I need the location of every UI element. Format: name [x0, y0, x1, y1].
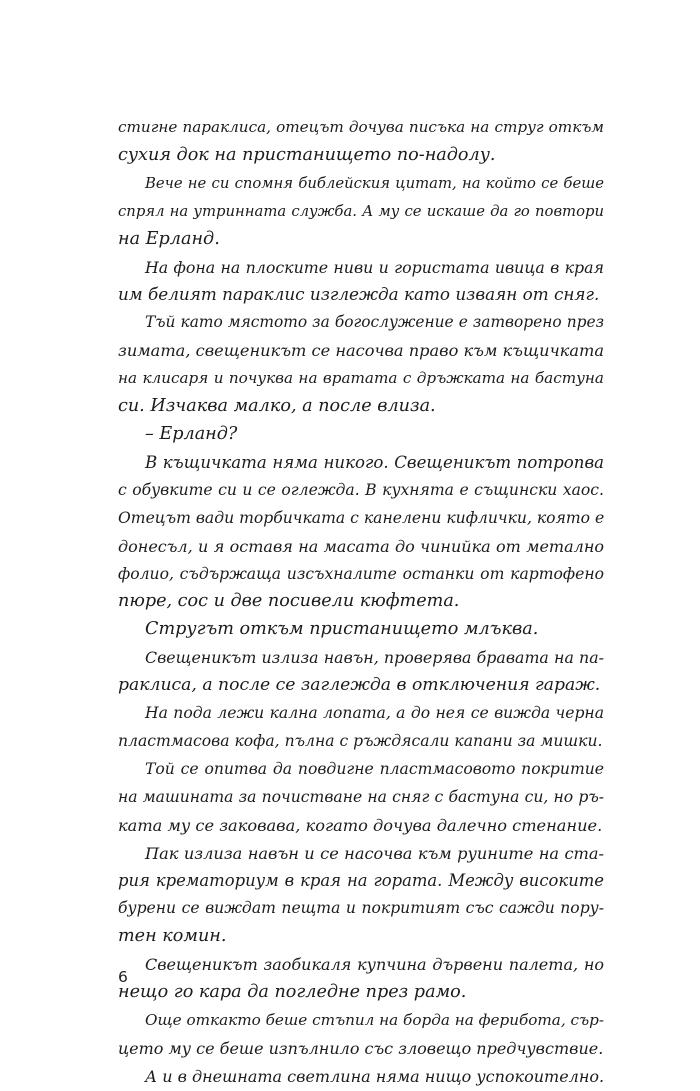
- text-line: донесъл, и я оставя на масата до чинийка от метално: [118, 536, 604, 556]
- text-line: тен комин.: [118, 926, 227, 947]
- text-line: на машината за почистване на сняг с бастуна си, но ръ-: [118, 787, 604, 806]
- text-line: пюре, сос и две посивели кюфтета.: [118, 591, 460, 612]
- text-line: стигне параклиса, отецът дочува писъка на струг откъм: [118, 118, 604, 136]
- text-line: зимата, свещеникът се насочва право към къщичката: [118, 341, 604, 361]
- text-line: Вече не си спомня библейския цитат, на който се беше: [145, 174, 604, 192]
- text-line: си. Изчаква малко, а после влиза.: [118, 396, 436, 417]
- text-line: на клисаря и почуква на вратата с дръжката на бастуна: [118, 369, 604, 388]
- text-line: рия крематориум в края на гората. Между високите: [118, 871, 604, 891]
- text-line: Пак излиза навън и се насочва към руините на ста-: [145, 843, 604, 863]
- text-line: с обувките си и се оглежда. В кухнята е същински хаос.: [118, 480, 604, 499]
- body-text: [118, 114, 604, 1091]
- text-line: раклиса, а после се заглежда в отключения гараж.: [118, 675, 601, 696]
- text-line: им белият параклис изглежда като изваян от сняг.: [118, 284, 600, 305]
- text-line: фолио, съдържаща изсъхналите останки от картофено: [118, 564, 604, 583]
- text-line: пластмасова кофа, пълна с ръждясали капани за мишки.: [118, 731, 603, 750]
- text-line: ката му се заковава, когато дочува далечно стенание.: [118, 815, 603, 835]
- text-line: Отецът вади торбичката с канелени кифлички, която е: [118, 508, 605, 527]
- text-line: Свещеникът заобикаля купчина дървени палета, но: [145, 955, 604, 975]
- text-line: на Ерланд.: [118, 228, 220, 249]
- text-line: Той се опитва да повдигне пластмасовото покритие: [145, 759, 604, 778]
- text-line: А и в днешната светлина няма нищо успокоително.: [145, 1066, 605, 1086]
- text-line: Стругът откъм пристанището млъква.: [145, 619, 539, 640]
- text-line: бурени се виждат пещта и покритият със сажди пору-: [118, 899, 604, 918]
- text-line: Тъй като мястото за богослужение е затворено през: [145, 313, 604, 332]
- text-line: нещо го кара да погледне през рамо.: [118, 982, 467, 1003]
- page-number: 6: [118, 968, 128, 986]
- text-line: На пода лежи кална лопата, а до нея се вижда черна: [145, 704, 604, 723]
- text-line: Свещеникът излиза навън, проверява бравата на па-: [145, 648, 604, 668]
- text-line: На фона на плоските ниви и гористата ивица в края: [145, 257, 604, 277]
- text-line: В къщичката няма никого. Свещеникът потропва: [145, 452, 604, 472]
- text-line: цето му се беше изпълнило със зловещо предчувствие.: [118, 1038, 604, 1058]
- text-line: – Ерланд?: [145, 423, 238, 444]
- text-line: сухия док на пристанището по-надолу.: [118, 144, 496, 165]
- text-line: Още откакто беше стъпил на борда на ферибота, сър-: [145, 1011, 604, 1029]
- text-line: спрял на утринната служба. А му се искаше да го повтори: [118, 202, 604, 220]
